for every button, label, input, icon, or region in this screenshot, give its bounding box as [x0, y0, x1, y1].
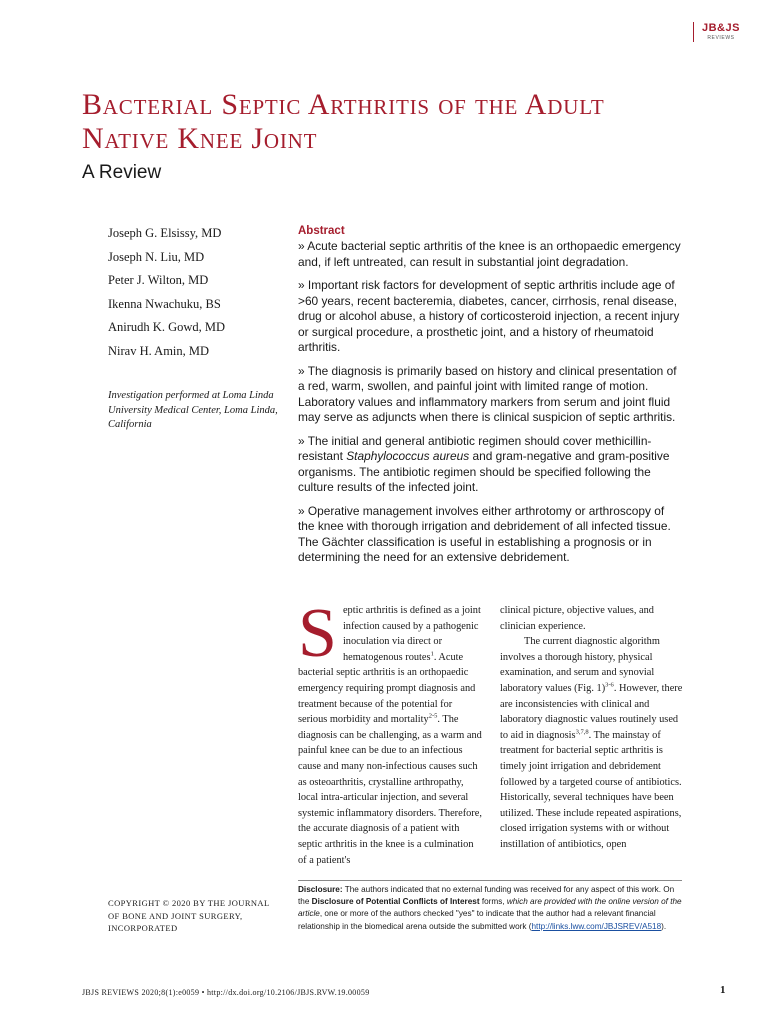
journal-logo	[693, 22, 740, 42]
author: Ikenna Nwachuku, BS	[108, 296, 221, 311]
citation-ref[interactable]: 1	[430, 650, 434, 658]
body-text: . Acute bacterial septic arthritis is an orthopaedic emergency requiring prompt diagnosis and treatment because of the potential for serious morbidity and mortality	[298, 651, 476, 726]
author: Anirudh K. Gowd, MD	[108, 320, 226, 335]
disclosure-divider	[298, 880, 682, 881]
body-text: . The diagnosis can be challenging, as a warm and painful knee can be due to an infectious cause and many non-infectious causes such as osteoarthritis, crystalline arthropathy, local intra-articular injection, and several systemic inflammatory disorders. Therefore, the accurate diagnosis of a patient with septic arthritis in the knee is a culmination of a patient's	[298, 714, 482, 866]
abstract-text: » The initial and general antibiotic regimen should cover methicillin-resistant	[298, 433, 652, 463]
abstract-point: » The diagnosis is primarily based on history and clinical presentation of a red, warm, swollen, and painful joint with limited range of motion. Laboratory values and inflammatory markers from serum and joint fluid may serve as adjuncts when there is clinical suspicion of septic arthritis.	[298, 363, 677, 424]
logo-text: JB&JS	[702, 22, 740, 34]
logo-subtext: REVIEWS	[707, 35, 735, 41]
body-text: . However, there are inconsistencies with clinical and laboratory diagnostic values routinely used to aid in diagnosis	[500, 682, 683, 741]
article-title	[82, 88, 722, 156]
abstract-heading: Abstract	[298, 225, 345, 237]
citation-ref[interactable]: 3-6	[605, 681, 614, 689]
abstract-point: » Acute bacterial septic arthritis of the knee is an orthopaedic emergency and, if left untreated, can result in substantial joint degradation.	[298, 239, 681, 269]
copyright-notice: COPYRIGHT © 2020 BY THE JOURNAL OF BONE AND JOINT SURGERY, INCORPORATED	[108, 898, 270, 933]
author: Joseph G. Elsissy, MD	[108, 226, 222, 240]
abstract-text: and gram-negative and gram-positive organisms. The antibiotic regimen should be specified following the culture results of the infected joint.	[298, 449, 670, 494]
body-column-right	[500, 603, 686, 853]
body-paragraph	[500, 634, 686, 852]
disclosure-text: The authors indicated that no external funding was received for any aspect of this work. On the	[298, 885, 675, 907]
disclosure-text: forms,	[479, 897, 507, 907]
drop-cap: S	[298, 595, 337, 672]
disclosure-text: , one or more of the authors checked "yes" to indicate that the author had a relevant financial relationship in the biomedical arena outside the submitted work (	[298, 909, 656, 931]
citation-ref[interactable]: 2-5	[428, 712, 438, 720]
disclosure-form-name: Disclosure of Potential Conflicts of Interest	[311, 897, 480, 907]
abstract-point: » Important risk factors for development of septic arthritis include age of >60 years, recent bacteremia, diabetes, cancer, cirrhosis, renal disease, drug or alcohol abuse, a history of corticosteroid injection, a recent injury or surgical procedure, a prosthetic joint, and a history of rheumatoid arthritis.	[298, 278, 680, 354]
citation-ref[interactable]: 3,7,8	[575, 728, 589, 736]
title-line-1: Bacterial Septic Arthritis of the Adult	[82, 88, 605, 121]
disclosure-label: Disclosure:	[298, 885, 343, 894]
body-paragraph	[298, 595, 484, 868]
body-column-left	[298, 595, 484, 868]
author: Nirav H. Amin, MD	[108, 343, 210, 358]
abstract	[298, 224, 682, 574]
body-text: . The mainstay of treatment for bacterial septic arthritis is timely joint irrigation and debridement followed by a targeted course of antibiotics. Historically, several techniques have been utilized. These include repeated aspirations, closed irrigation systems with or without instillation of antibiotics, open	[500, 729, 682, 850]
disclosure-italic: which are provided with the online version of the article	[298, 897, 682, 919]
affiliation-note: Investigation performed at Loma Linda University Medical Center, Loma Linda, California	[108, 390, 278, 430]
body-text: The current diagnostic algorithm involves a thorough history, physical examination, and serum and synovial laboratory values (Fig. 1)	[500, 636, 660, 694]
author: Peter J. Wilton, MD	[108, 273, 209, 288]
title-line-2: Native Knee Joint	[82, 122, 318, 155]
author: Joseph N. Liu, MD	[108, 249, 205, 264]
abstract-point	[298, 434, 682, 496]
page-number: 1	[720, 984, 726, 996]
disclosure-text: ).	[661, 921, 667, 931]
article-subtitle: A Review	[82, 162, 162, 183]
organism-name: Staphylococcus aureus	[346, 449, 470, 463]
abstract-point: » Operative management involves either arthrotomy or arthroscopy of the knee with thorough irrigation and debridement of all infected tissue. The Gächter classification is useful in establishing a prognosis or in determining the need for an extensive debridement.	[298, 503, 671, 564]
author-list	[108, 225, 278, 367]
body-text: eptic arthritis is defined as a joint infection caused by a pathogenic inoculation via direct or hematogenous routes	[342, 605, 481, 663]
disclosure-link[interactable]: http://links.lww.com/JBJSREV/A518	[531, 921, 662, 931]
footer-citation: JBJS REVIEWS 2020;8(1):e0059 • http://dx.doi.org/10.2106/JBJS.RVW.19.00059	[82, 988, 370, 997]
body-paragraph: clinical picture, objective values, and clinician experience.	[500, 605, 654, 632]
disclosure-note	[298, 884, 682, 933]
